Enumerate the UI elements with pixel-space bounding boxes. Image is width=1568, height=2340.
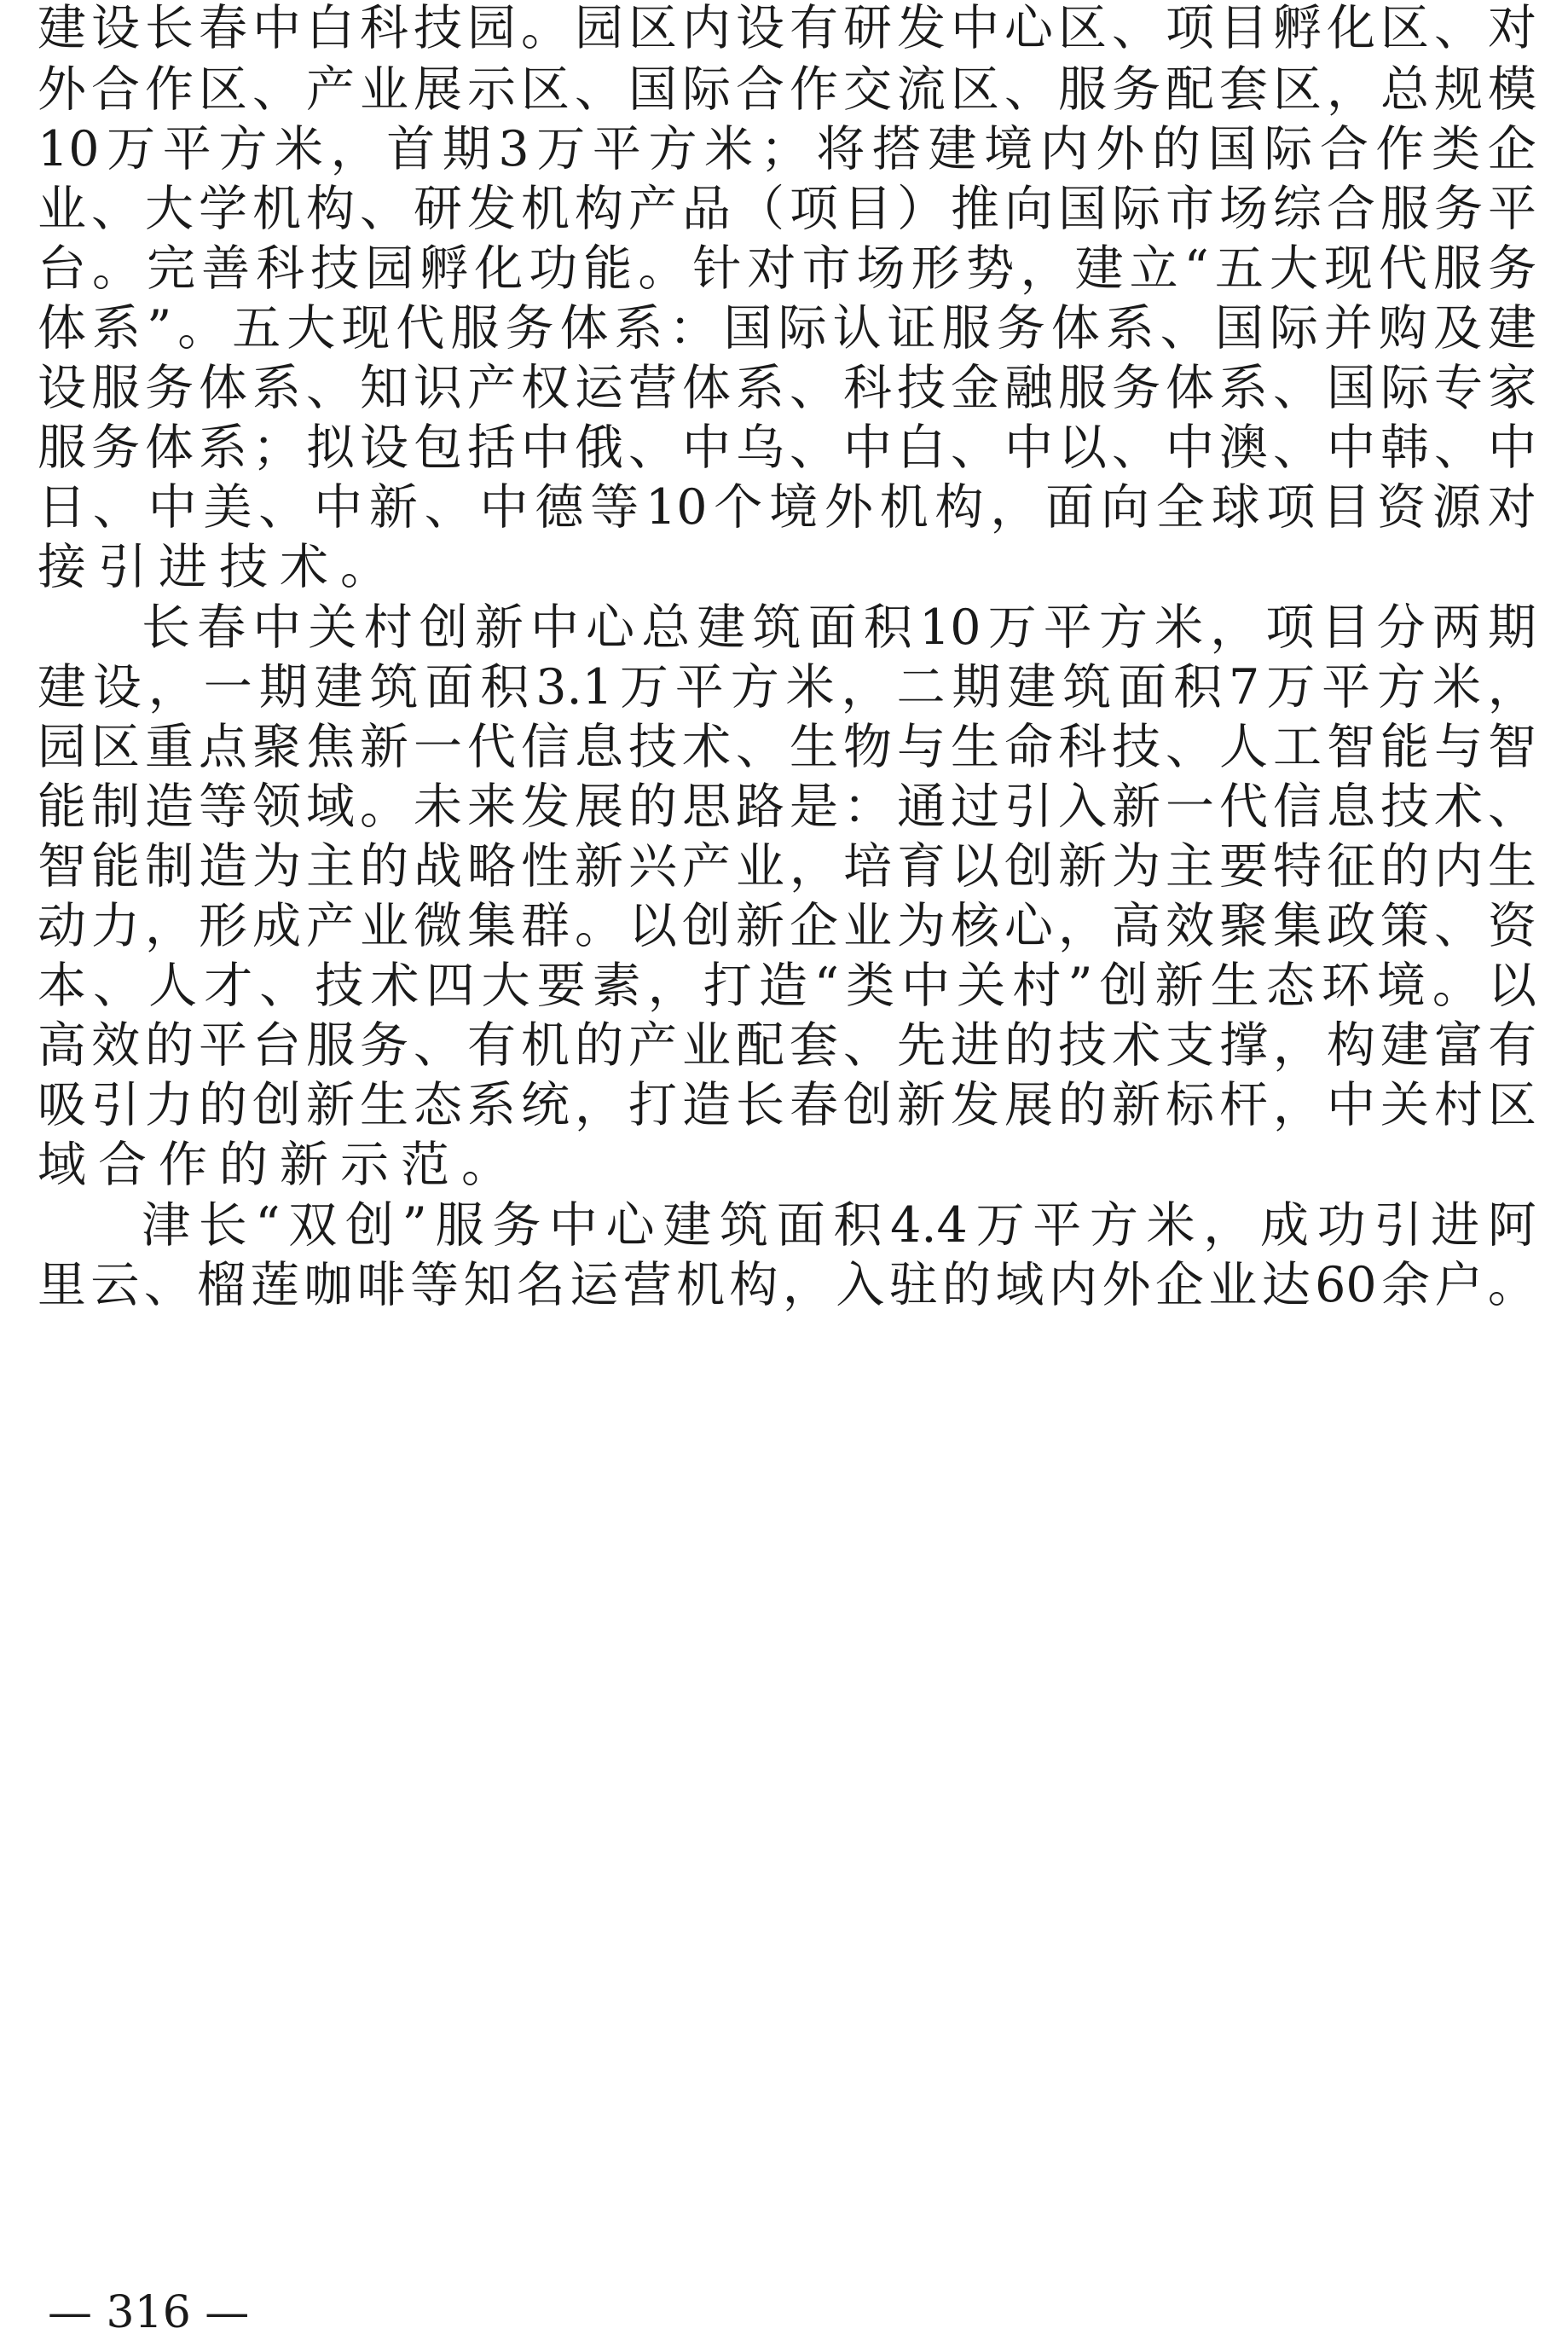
text-line: 津 长 “ 双 创 ” 服 务 中 心 建 筑 面 积 4.4 万 平 方 米 ， 成 功 引 进 阿 xyxy=(142,1197,1536,1254)
text-line: 设 服 务 体 系 、 知 识 产 权 运 营 体 系 、 科 技 金 融 服 务 体 系 、 国 际 专 家 xyxy=(38,360,1536,416)
text-line: 能 制 造 等 领 域 。 未 来 发 展 的 思 路 是 ： 通 过 引 入 新 一 代 信 息 技 术 、 xyxy=(38,779,1536,835)
text-line: 智 能 制 造 为 主 的 战 略 性 新 兴 产 业 ， 培 育 以 创 新 为 主 要 特 征 的 内 生 xyxy=(38,838,1536,895)
text-line: 台 。 完 善 科 技 园 孵 化 功 能 。 针 对 市 场 形 势 ， 建 立 “ 五 大 现 代 服 务 xyxy=(38,240,1536,297)
text-line: 里 云 、 榴 莲 咖 啡 等 知 名 运 营 机 构 ， 入 驻 的 域 内 外 企 业 达 60 余 户 。 xyxy=(38,1257,1536,1313)
text-line: 接引进技术。 xyxy=(38,539,401,595)
text-line: 日 、 中 美 、 中 新 、 中 德 等 10 个 境 外 机 构 ， 面 向 全 球 项 目 资 源 对 xyxy=(38,479,1536,536)
text-line: 建 设 ， 一 期 建 筑 面 积 3.1 万 平 方 米 ， 二 期 建 筑 面 积 7 万 平 方 米 ， xyxy=(38,659,1536,715)
text-line: 服 务 体 系 ； 拟 设 包 括 中 俄 、 中 乌 、 中 白 、 中 以 、 中 澳 、 中 韩 、 中 xyxy=(38,420,1536,476)
text-line: 体 系 ” 。 五 大 现 代 服 务 体 系 ： 国 际 认 证 服 务 体 系 、 国 际 并 购 及 建 xyxy=(38,300,1536,356)
text-line: 建 设 长 春 中 白 科 技 园 。 园 区 内 设 有 研 发 中 心 区 、 项 目 孵 化 区 、 对 xyxy=(38,0,1536,56)
text-line: 本 、 人 才 、 技 术 四 大 要 素 ， 打 造 “ 类 中 关 村 ” 创 新 生 态 环 境 。 以 xyxy=(38,958,1536,1014)
text-line: 10 万 平 方 米 ， 首 期 3 万 平 方 米 ； 将 搭 建 境 内 外 的 国 际 合 作 类 企 xyxy=(38,121,1536,177)
text-line: 域合作的新示范。 xyxy=(38,1137,522,1193)
text-line: 业 、 大 学 机 构 、 研 发 机 构 产 品 （ 项 目 ） 推 向 国 际 市 场 综 合 服 务 平 xyxy=(38,181,1536,237)
text-line: 长 春 中 关 村 创 新 中 心 总 建 筑 面 积 10 万 平 方 米 ， 项 目 分 两 期 xyxy=(142,599,1536,656)
text-line: 高 效 的 平 台 服 务 、 有 机 的 产 业 配 套 、 先 进 的 技 术 支 撑 ， 构 建 富 有 xyxy=(38,1017,1536,1074)
text-line: 外 合 作 区 、 产 业 展 示 区 、 国 际 合 作 交 流 区 、 服 务 配 套 区 ， 总 规 模 xyxy=(38,61,1536,118)
text-line: 园 区 重 点 聚 焦 新 一 代 信 息 技 术 、 生 物 与 生 命 科 技 、 人 工 智 能 与 智 xyxy=(38,719,1536,775)
page-number: — 316 — xyxy=(48,2287,250,2338)
text-line: 动 力 ， 形 成 产 业 微 集 群 。 以 创 新 企 业 为 核 心 ， 高 效 聚 集 政 策 、 资 xyxy=(38,898,1536,954)
text-line: 吸 引 力 的 创 新 生 态 系 统 ， 打 造 长 春 创 新 发 展 的 新 标 杆 ， 中 关 村 区 xyxy=(38,1077,1536,1133)
